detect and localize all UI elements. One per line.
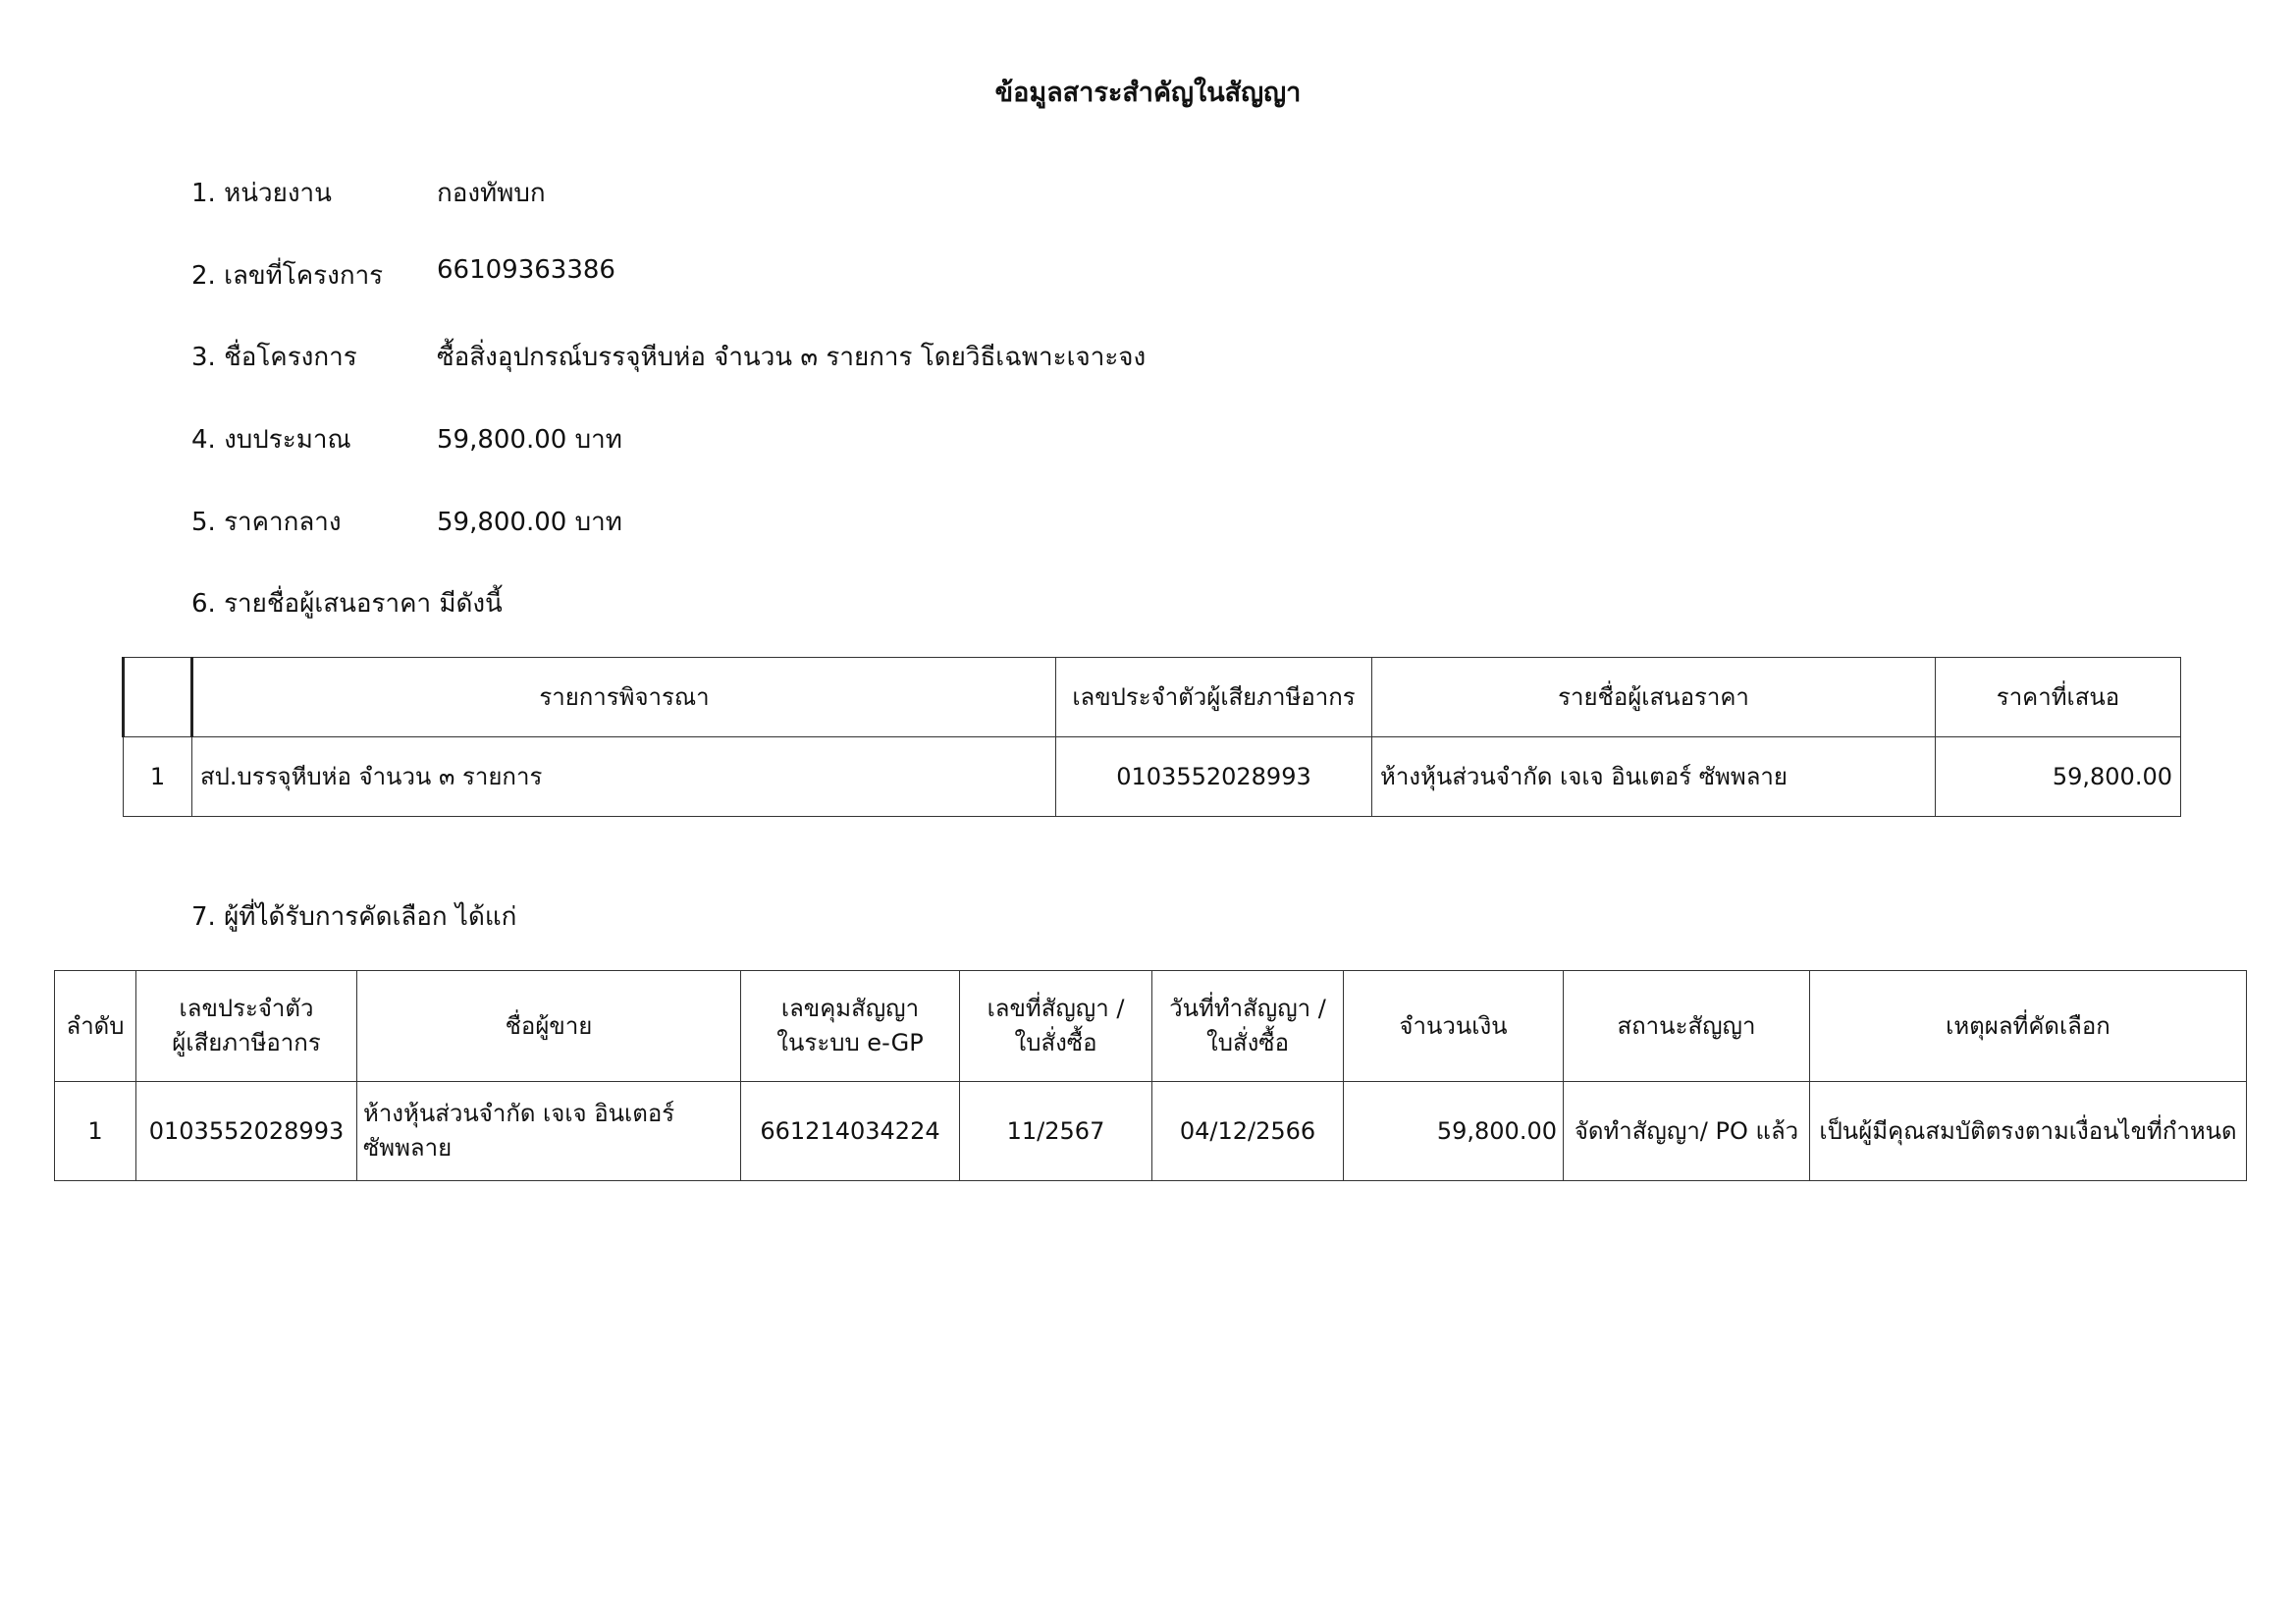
header-offered-price: ราคาที่เสนอ	[1936, 658, 2181, 737]
cell-contract-number: 11/2567	[960, 1082, 1152, 1181]
field-label-agency: 1. หน่วยงาน	[191, 179, 332, 208]
header-bidder-name: รายชื่อผู้เสนอราคา	[1372, 658, 1936, 737]
field-label-project-name: 3. ชื่อโครงการ	[191, 343, 357, 372]
header-amount: จำนวนเงิน	[1344, 971, 1564, 1082]
cell-tax-id: 0103552028993	[136, 1082, 357, 1181]
field-label-project-number: 2. เลขที่โครงการ	[191, 261, 384, 291]
cell-offered-price: 59,800.00	[1936, 737, 2181, 817]
cell-index: 1	[124, 737, 192, 817]
section6-heading: 6. รายชื่อผู้เสนอราคา มีดังนี้	[191, 589, 503, 619]
header-contract-number: เลขที่สัญญา / ใบสั่งซื้อ	[960, 971, 1152, 1082]
header-seller-name: ชื่อผู้ขาย	[357, 971, 741, 1082]
field-value-budget: 59,800.00 บาท	[437, 425, 622, 455]
cell-item: สป.บรรจุหีบห่อ จำนวน ๓ รายการ	[192, 737, 1056, 817]
header-contract-status: สถานะสัญญา	[1564, 971, 1810, 1082]
cell-seller-name: ห้างหุ้นส่วนจำกัด เจเจ อินเตอร์ ซัพพลาย	[357, 1082, 741, 1181]
field-label-reference-price: 5. ราคากลาง	[191, 508, 342, 537]
field-value-agency: กองทัพบก	[437, 179, 546, 208]
header-selection-reason: เหตุผลที่คัดเลือก	[1810, 971, 2247, 1082]
field-value-project-name: ซื้อสิ่งอุปกรณ์บรรจุหีบห่อ จำนวน ๓ รายการ โดยวิธีเฉพาะเจาะจง	[437, 343, 1147, 372]
field-label-budget: 4. งบประมาณ	[191, 425, 351, 455]
selected-vendor-table	[54, 970, 2247, 1181]
table-row	[55, 1082, 2247, 1181]
cell-selection-reason: เป็นผู้มีคุณสมบัติตรงตามเงื่อนไขที่กำหนด	[1810, 1082, 2247, 1181]
field-value-reference-price: 59,800.00 บาท	[437, 508, 622, 537]
document-title: ข้อมูลสาระสำคัญในสัญญา	[994, 78, 1302, 108]
header-index	[124, 658, 192, 737]
header-contract-date: วันที่ทำสัญญา / ใบสั่งซื้อ	[1152, 971, 1344, 1082]
cell-egp-number: 661214034224	[741, 1082, 960, 1181]
header-tax-id: เลขประจำตัว ผู้เสียภาษีอากร	[136, 971, 357, 1082]
cell-amount: 59,800.00	[1344, 1082, 1564, 1181]
section7-heading: 7. ผู้ที่ได้รับการคัดเลือก ได้แก่	[191, 902, 517, 932]
cell-bidder-name: ห้างหุ้นส่วนจำกัด เจเจ อินเตอร์ ซัพพลาย	[1372, 737, 1936, 817]
cell-tax-id: 0103552028993	[1056, 737, 1372, 817]
cell-contract-status: จัดทำสัญญา/ PO แล้ว	[1564, 1082, 1810, 1181]
header-item: รายการพิจารณา	[192, 658, 1056, 737]
table-row	[124, 737, 2181, 817]
cell-contract-date: 04/12/2566	[1152, 1082, 1344, 1181]
header-order: ลำดับ	[55, 971, 136, 1082]
field-value-project-number: 66109363386	[437, 255, 615, 285]
header-tax-id: เลขประจำตัวผู้เสียภาษีอากร	[1056, 658, 1372, 737]
header-egp-number: เลขคุมสัญญา ในระบบ e-GP	[741, 971, 960, 1082]
table-header-row	[124, 658, 2181, 737]
bidders-table	[122, 657, 2181, 817]
cell-order: 1	[55, 1082, 136, 1181]
table-header-row	[55, 971, 2247, 1082]
